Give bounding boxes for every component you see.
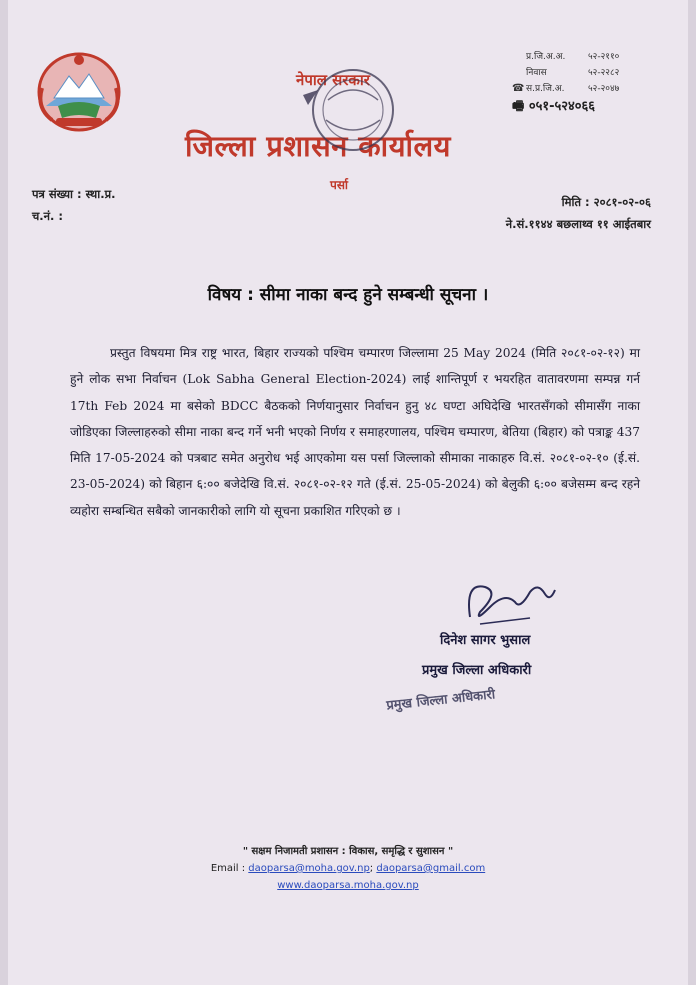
contact-value: ५२-२०४७ xyxy=(588,84,620,94)
contact-label: प्र.जि.अ.अ. xyxy=(526,52,566,62)
email-label: Email : xyxy=(210,863,246,874)
email-link-secondary[interactable]: daoparsa@gmail.com xyxy=(376,863,486,874)
contact-row xyxy=(512,65,619,81)
office-name: जिल्ला प्रशासन कार्यालय xyxy=(185,129,452,163)
designation-stamp: प्रमुख जिल्ला अधिकारी xyxy=(385,687,496,714)
letter-dates xyxy=(506,191,651,235)
nepal-emblem-icon xyxy=(34,48,124,134)
footer-slogan: " सक्षम निजामती प्रशासन : विकास, समृद्धि र सुशासन " xyxy=(242,846,454,857)
contact-numbers xyxy=(512,49,619,97)
contact-value: ५२-२२८२ xyxy=(588,68,620,78)
ref-number: पत्र संख्या : स्था.प्र. xyxy=(32,187,116,201)
letter-date: मिति : २०८१-०२-०६ xyxy=(561,195,651,209)
footer-email-line xyxy=(0,860,696,877)
nepal-sambat-date: ने.सं.११४४ बछलाथ्व ११ आईतबार xyxy=(505,217,651,231)
email-separator: ; xyxy=(369,863,374,874)
body-paragraph: प्रस्तुत विषयमा मित्र राष्ट्र भारत, बिहार राज्यको पश्चिम चम्पारण जिल्लामा 25 May 2024 (मिति २०८१-०२-१२) मा हुने लोक सभा निर्वाचन (Lok Sabha General Election-2024) लाई शान्तिपूर्ण र भयरहित वातावरणमा सम्पन्न गर्न 17th Feb 2024 मा बसेको BDCC बैठकको निर्णयानुसार निर्वाचन हुनु ४८ घण्टा अघिदेखि भारतसँगको सीमासँग नाका जोडिएका जिल्लाहरुको सीमा नाका बन्द गर्ने भनी भएको निर्णय र समाहरणालय, पश्चिम चम्पारण, बेतिया (बिहार) को पत्राङ्क 437 मिति 17-05-2024 को पत्रबाट समेत अनुरोध भई आएकोमा यस पर्सा जिल्लाको सीमाका नाकाहरु वि.सं. २०८१-०२-१० (ई.सं. 23-05-2024) को बिहान ६:०० बजेदेखि वि.सं. २०८१-०२-१२ गते (ई.सं. 25-05-2024) को बेलुकी ६:०० बजेसम्म बन्द रहने व्यहोरा सम्बन्धित सबैको जानकारीको लागि यो सूचना प्रकाशित गरिएको छ । xyxy=(70,346,640,518)
email-link-primary[interactable]: daoparsa@moha.gov.np xyxy=(248,863,370,874)
government-name: नेपाल सरकार xyxy=(296,71,370,89)
letter-footer xyxy=(0,843,696,894)
signatory-title: प्रमुख जिल्ला अधिकारी xyxy=(422,663,532,678)
website-link[interactable]: www.daoparsa.moha.gov.np xyxy=(277,880,419,891)
phone-icon: ☎ xyxy=(512,83,525,94)
district-name: पर्सा xyxy=(330,178,349,192)
fax-number xyxy=(512,96,595,119)
letter-body xyxy=(70,340,640,524)
contact-label: निवास xyxy=(526,68,547,78)
contact-value: ५२-२११० xyxy=(588,52,620,62)
fax-value: ०५१-५२४०६६ xyxy=(528,99,596,114)
page-edge-left xyxy=(0,0,8,985)
page-edge-right xyxy=(688,0,696,985)
contact-row xyxy=(512,49,619,65)
letter-subject: विषय : सीमा नाका बन्द हुने सम्बन्धी सूचना । xyxy=(207,285,489,305)
contact-label: स.प्र.जि.अ. xyxy=(526,84,565,94)
letter-reference xyxy=(32,183,116,227)
office-stamp-icon xyxy=(298,60,408,160)
signatory-name: दिनेश सागर भुसाल xyxy=(440,633,531,648)
contact-row xyxy=(512,81,619,97)
dispatch-number: च.नं. : xyxy=(32,209,64,223)
fax-icon: 🖷 xyxy=(512,99,525,114)
signature-icon xyxy=(460,572,560,630)
